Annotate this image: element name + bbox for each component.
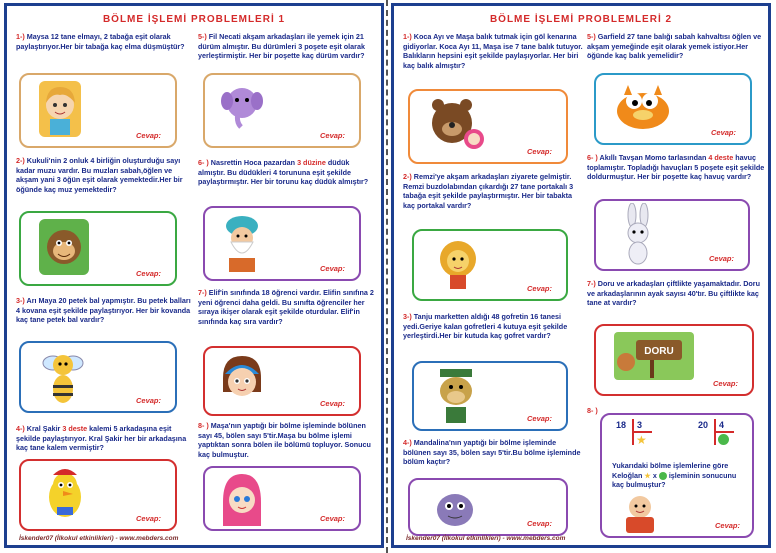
answer-label: Cevap: [135,131,161,140]
masha-icon [219,470,265,528]
answer-box[interactable] [203,206,361,281]
dog-tanju-icon [434,367,478,427]
smiley-icon [659,472,667,480]
answer-label: Cevap: [319,131,345,140]
footer-credit: İskender07 (İlkokul etkinlikleri) - www.mebders.com [406,535,566,542]
star-icon: ★ [636,433,647,447]
answer-label: Cevap: [714,521,740,530]
monkey-icon [39,219,89,275]
page-divider [386,0,388,553]
keloglan-icon [618,493,662,535]
answer-box[interactable] [594,199,750,271]
bear-and-masha-icon [428,95,488,155]
girl-icon [37,79,83,141]
question-2: 2-) Remzi'ye akşam arkadaşları ziyarete gelmiştir. Remzi buzdolabından çıkardığı 27 tane portakalı 3 tabağa eşit şekilde paylaştırmıştır. Her bir tabakta kaç portakal vardır? [403,172,574,210]
answer-label: Cevap: [526,147,552,156]
answer-box[interactable] [594,73,752,145]
question-1: 1-) Maysa 12 tane elmayı, 2 tabağa eşit olarak paylaştırıyor.Her bir tabağa kaç elma düşmüştür? [16,32,185,51]
question-7: 7-) Doru ve arkadaşları çiftlikte yaşamaktadır. Doru ve arkadaşlarının ayak sayısı 40'tır. Bu çiftlikte kaç tane at vardır? [587,279,760,308]
doru-sign-text: DORU [644,346,674,357]
answer-label: Cevap: [135,269,161,278]
answer-box[interactable] [412,361,568,431]
answer-box[interactable] [594,324,754,396]
division-2-dividend: 20 [698,420,709,430]
answer-box[interactable] [19,73,177,148]
answer-label: Cevap: [526,519,552,528]
answer-box[interactable] [203,73,361,148]
answer-label: Cevap: [526,284,552,293]
question-6: 6- ) Nasrettin Hoca pazardan 3 düzine düdük almıştır. Bu düdükleri 4 torununa eşit şekilde paylaştırmıştır. Her bir torunu kaç düdük almıştır? [198,158,369,187]
answer-label: Cevap: [526,414,552,423]
answer-label: Cevap: [135,396,161,405]
division-1-dividend: 18 [616,420,627,430]
doru-sign-icon [614,332,694,380]
footer-credit: İskender07 (İlkokul etkinlikleri) - www.mebders.com [19,535,179,542]
rabbit-momo-icon [618,203,658,267]
answer-box[interactable] [412,229,568,301]
bee-icon [41,347,85,409]
question-7: 7-) Elif'in sınıfında 18 öğrenci vardır. Elifin sınıfına 2 yeni öğrenci daha geldi. Bu sınıfta öğrenciler her sıraya ikişer olarak eşit şekilde oturdular. Elif'in sınıfında kaç sıra vardır? [198,288,374,326]
elephant-icon [221,83,263,129]
lion-remzi-icon [436,237,480,291]
answer-box[interactable] [203,466,361,531]
division-2-divisor: 4 [719,420,725,430]
nasreddin-hoca-icon [219,214,265,274]
keloglan-question: Yukarıdaki bölme işlemlerine göre Keloğlan ★ x işleminin sonucunu kaç bulmuştur? [612,461,737,490]
mandalina-icon [432,484,478,532]
keloglan-division-box[interactable] [600,413,754,538]
answer-box[interactable] [408,89,568,164]
answer-box[interactable] [19,341,177,413]
worksheet-2 [391,3,771,548]
garfield-icon [612,81,674,133]
answer-label: Cevap: [708,254,734,263]
question-2: 2-) Kukuli'nin 2 onluk 4 birliğin oluşturduğu sayı kadar muzu vardır. Bu muzları sabah,öğlen ve akşam yani 3 öğün eşit olarak yemektedir.Her bir öğünde kaç muz yemektedir? [16,156,183,194]
answer-label: Cevap: [710,128,736,137]
question-4: 4-) Kral Şakir 3 deste kalemi 5 arkadaşına eşit şekilde paylaştırıyor. Kral Şakir her bir arkadaşına kaç tane kalem vermiştir? [16,424,187,453]
answer-label: Cevap: [319,514,345,523]
star-icon: ★ [644,470,651,480]
question-1: 1-) Koca Ayı ve Maşa balık tutmak için göl kenarına gidiyorlar. Koca Ayı 11, Maşa ise 7 tane balık tutuyor. Balıkların hepsini eşit şekilde paylaşıyorlar. Her biri kaç balık almıştır? [403,32,583,70]
answer-label: Cevap: [319,264,345,273]
answer-box[interactable] [19,211,177,286]
answer-label: Cevap: [319,399,345,408]
question-5: 5-) Garfield 27 tane balığı sabah kahvaltısı öğlen ve akşam yemeğinde eşit olarak yemek istiyor.Her öğünde kaç balık yemelidir? [587,32,762,61]
elif-girl-icon [217,352,267,412]
division-1-divisor: 3 [637,420,643,430]
answer-label: Cevap: [135,514,161,523]
worksheet-title: BÖLME İŞLEMİ PROBLEMLERİ 1 [102,14,286,25]
answer-label: Cevap: [712,379,738,388]
question-5: 5-) Fil Necati akşam arkadaşları ile yemek için 21 dürüm almıştır. Bu dürümleri 3 poşete eşit olarak yerleştirmiştir. Her bir poşette kaç dürüm vardır? [198,32,365,61]
question-6: 6- ) Akıllı Tavşan Momo tarlasından 4 deste havuç toplamıştır. Topladığı havuçları 5 poşete eşit şekilde doldurmuştur. Her bir poşette kaç havuç vardır? [587,153,765,182]
question-8: 8- ) Maşa'nın yaptığı bir bölme işleminde bölünen sayı 45, bölen sayı 5'tir.Maşa bu bölme işlemi yaptıktan sonra bölen ile bölümü topluyor. Sonucu kaç bulmuştur. [198,421,371,459]
smiley-icon [718,434,729,445]
question-4: 4-) Mandalina'nın yaptığı bir bölme işleminde bölünen sayı 35, bölen sayı 5'tir.Bu bölme işleminde bölüm kaçtır? [403,438,581,467]
answer-box[interactable] [203,346,361,416]
bird-icon [43,465,87,525]
question-8: 8- ) [587,406,598,415]
division-2-bar [714,431,734,433]
answer-box[interactable] [408,478,568,536]
question-3: 3-) Tanju marketten aldığı 48 gofretin 16 tanesi yedi.Geriye kalan gofretleri 4 kutuya eşit şekilde yerleştirdi.Her bir kutuda kaç gofret vardır? [403,312,568,341]
answer-box[interactable] [19,459,177,531]
question-3: 3-) Arı Maya 20 petek bal yapmıştır. Bu petek balları 4 kovana eşit şekilde paylaştırıyor. Her bir kovanda kaç tane petek bal vardır? [16,296,191,325]
worksheet-title: BÖLME İŞLEMİ PROBLEMLERİ 2 [489,14,673,25]
worksheet-1 [4,3,384,548]
